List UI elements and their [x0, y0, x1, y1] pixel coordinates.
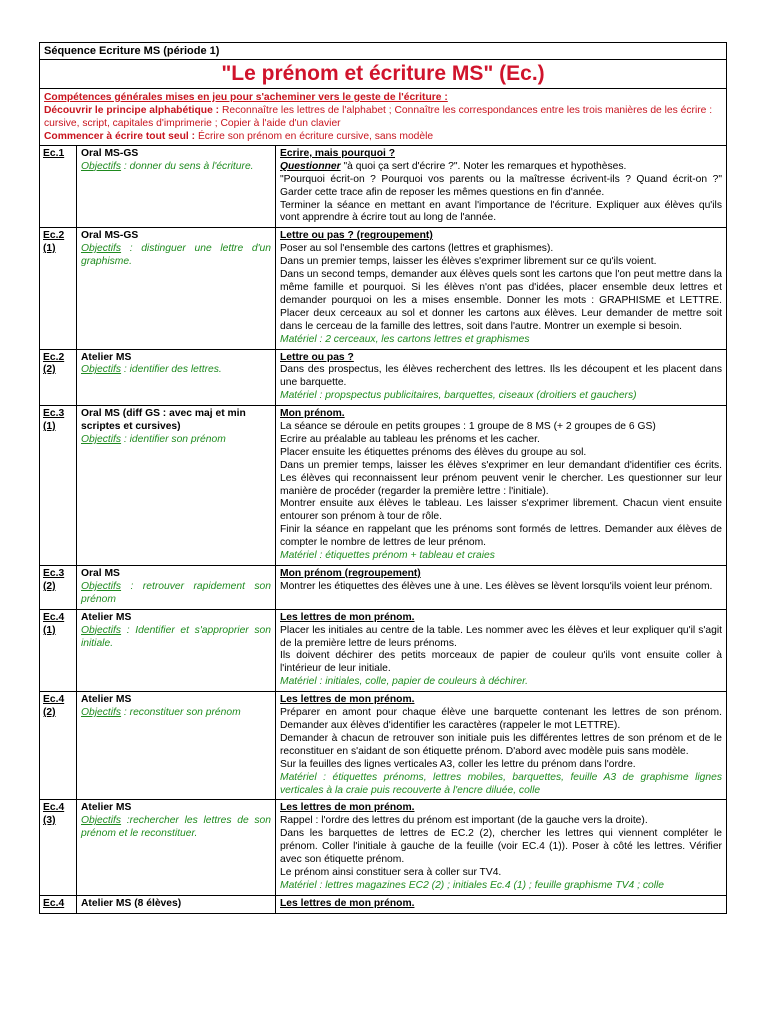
objective-label: Objectifs: [81, 624, 122, 636]
step-paragraph: [280, 867, 722, 880]
step-paragraph: [280, 256, 722, 269]
session-row: [40, 895, 727, 913]
step-paragraph: [280, 733, 722, 759]
step-title: Mon prénom.: [280, 408, 345, 420]
session-activity-cell: [77, 895, 276, 913]
objective-text: : retrouver rapidement son prénom: [81, 580, 271, 605]
competence-alphabet: [44, 104, 722, 130]
competence-alphabet-text: Reconnaître les lettres de l'alphabet ; Connaître les correspondances entre les trois manières de les écrire : cursive, script, capitales d'imprimerie ; Copier à l'aide d'un clavier: [44, 104, 713, 129]
step-paragraph: [280, 421, 722, 434]
step-paragraph-text: Demander à chacun de retrouver son initiale puis les différentes lettres de son prénom et de le reconstituer en s'aidant de son étiquette prénom. D'abord avec modèle puis sans modèle.: [280, 732, 722, 757]
step-title: Les lettres de mon prénom.: [280, 897, 415, 909]
step-paragraph: [280, 364, 722, 390]
step-paragraph-text: Placer les initiales au centre de la table. Les nommer avec les élèves et leur expliquer qu'il s'agit de la première lettre de leurs prénoms.: [280, 624, 722, 649]
step-paragraph-text: La séance se déroule en petits groupes : 1 groupe de 8 MS (+ 2 groupes de 6 GS): [280, 421, 656, 433]
objective-text: : identifier des lettres.: [121, 364, 222, 376]
step-paragraph-text: "à quoi ça sert d'écrire ?". Noter les remarques et hypothèses.: [340, 160, 627, 172]
step-paragraph-text: Placer ensuite les étiquettes prénoms des élèves du groupe au sol.: [280, 446, 587, 458]
materiel: Matériel : initiales, colle, papier de couleurs à déchirer.: [280, 676, 529, 688]
objective: [81, 815, 271, 841]
step-paragraph-text: Montrer ensuite aux élèves le tableau. Les laisser s'exprimer librement. Chacun vient ensuite entourer son prénom à tour de rôle.: [280, 498, 722, 523]
step-paragraph-text: Dans un second temps, demander aux élèves quels sont les cartons que l'on peut mettre dans la même famille et pourquoi. Si les élèves n'ont pas d'idées, placer ensemble deux lettres et demander pourquoi on les a mises ensemble. Donner les mots : GRAPHISME et LETTRE. Placer deux cerceaux au sol et donner les cartons aux élèves. Leur demander de mettre soit dans le cerceau de la famille des lettres, soit dans l'autre. Montrer un exemple si besoin.: [280, 269, 722, 332]
session-number: (1): [43, 624, 56, 636]
activity-type: Oral MS (diff GS : avec maj et min scriptes et cursives): [81, 408, 246, 433]
competence-ecrire-label: Commencer à écrire tout seul :: [44, 130, 196, 142]
session-code: Ec.4: [43, 694, 65, 706]
session-activity-cell: [77, 145, 276, 227]
objective-label: Objectifs: [81, 707, 122, 719]
activity-type: Oral MS-GS: [81, 147, 139, 159]
session-code: Ec.2: [43, 230, 65, 242]
step-title: Lettre ou pas ? (regroupement): [280, 230, 433, 242]
step-paragraph: [280, 524, 722, 550]
step-paragraph: [280, 460, 722, 499]
step-paragraph-text: Préparer en amont pour chaque élève une barquette contenant les lettres de son prénom. Demander aux élèves d'identifier les caractères (rappeler le mot LETTRE).: [280, 707, 722, 731]
session-code-cell: [40, 692, 77, 800]
session-row: [40, 349, 727, 406]
step-paragraph: [280, 447, 722, 460]
step-paragraph: [280, 650, 722, 676]
objective-text: : identifier son prénom: [121, 433, 226, 445]
step-paragraph: [280, 174, 722, 200]
objective-label: Objectifs: [81, 580, 122, 592]
session-activity-cell: [77, 800, 276, 895]
step-paragraph-text: "Pourquoi écrit-on ? Pourquoi vos parents ou la maîtresse écrivent-ils ? Quand écrit-on ?" Garder cette trace afin de reposer les mêmes questions en fin d'année.: [280, 173, 722, 198]
step-paragraph-text: Dans des prospectus, les élèves recherchent des lettres. Ils les découpent et les placent dans une barquette.: [280, 364, 722, 389]
competences-row: [40, 88, 727, 145]
session-row: [40, 145, 727, 227]
step-paragraph-text: Le prénom ainsi constituer sera à coller sur TV4.: [280, 866, 502, 878]
session-code: Ec.3: [43, 408, 65, 420]
step-paragraph-text: Finir la séance en rappelant que les prénoms sont formés de lettres. Demander aux élèves de compter le nombre de lettres de leur prénom.: [280, 524, 722, 549]
objective-label: Objectifs: [81, 160, 122, 172]
session-description-cell: [276, 800, 727, 895]
activity-type: Atelier MS: [81, 611, 132, 623]
step-paragraph-text: Montrer les étiquettes des élèves une à une. Les élèves se lèvent lorsqu'ils voient leur prénom.: [280, 580, 713, 592]
session-code-cell: [40, 228, 77, 349]
objective: [81, 707, 271, 720]
session-number: (2): [43, 707, 56, 719]
step-paragraph-text: Dans les barquettes de lettres de EC.2 (2), chercher les lettres qui viennent compléter le prénom. Coller l'initiale à gauche de la feuille (voir EC.4 (1)). Poser à côté les lettres. Vérifier avec son étiquette prénom.: [280, 828, 722, 866]
session-number: (3): [43, 815, 56, 827]
step-paragraph-text: Sur la feuilles des lignes verticales A3, coller les lettre du prénom dans l'ordre.: [280, 758, 636, 770]
session-row: [40, 228, 727, 349]
step-title: Les lettres de mon prénom.: [280, 611, 415, 623]
step-title: Mon prénom (regroupement): [280, 568, 421, 579]
session-code-cell: [40, 145, 77, 227]
session-number: (2): [43, 580, 56, 592]
session-code-cell: [40, 406, 77, 566]
step-paragraph: [280, 759, 722, 772]
session-row: [40, 566, 727, 610]
step-paragraph: [280, 498, 722, 524]
session-code: Ec.3: [43, 568, 65, 579]
materiel: Matériel : propspectus publicitaires, barquettes, ciseaux (droitiers et gauchers): [280, 390, 637, 402]
session-code: Ec.1: [43, 147, 65, 159]
step-paragraph-text: Poser au sol l'ensemble des cartons (lettres et graphismes).: [280, 243, 554, 255]
competences-cell: [40, 88, 727, 145]
objective: [81, 364, 271, 377]
objective-label: Objectifs: [81, 433, 122, 445]
activity-type: Oral MS-GS: [81, 230, 139, 242]
step-paragraph-text: Ecrire au préalable au tableau les prénoms et les cacher.: [280, 433, 540, 445]
session-description-cell: [276, 895, 727, 913]
step-title: Lettre ou pas ?: [280, 351, 354, 363]
session-row: [40, 692, 727, 800]
objective-label: Objectifs: [81, 243, 122, 255]
session-code-cell: [40, 566, 77, 610]
step-paragraph: [280, 581, 722, 594]
objective-label: Objectifs: [81, 364, 122, 376]
sequence-title: "Le prénom et écriture MS" (Ec.): [40, 59, 727, 88]
step-paragraph: [280, 434, 722, 447]
session-rows: [40, 145, 727, 913]
question-label: Questionner: [280, 160, 341, 172]
session-number: (1): [43, 243, 56, 255]
session-description-cell: [276, 609, 727, 691]
session-row: [40, 406, 727, 566]
objective-text: :rechercher les lettres de son prénom et le reconstituer.: [81, 815, 271, 840]
competence-alphabet-label: Découvrir le principe alphabétique :: [44, 104, 220, 116]
sequence-table: [39, 42, 727, 914]
objective-text: : distinguer une lettre d'un graphisme.: [81, 243, 271, 268]
session-code: Ec.4: [43, 897, 65, 909]
step-paragraph-text: Rappel : l'ordre des lettres du prénom est important (de la gauche vers la droite).: [280, 815, 648, 827]
materiel: Matériel : étiquettes prénom + tableau et craies: [280, 550, 495, 562]
step-paragraph-text: Terminer la séance en mettant en avant l'importance de l'écriture. Expliquer aux élèves qu'ils vont apprendre à écrire tout au long de l'année.: [280, 199, 722, 224]
step-title: Les lettres de mon prénom.: [280, 802, 415, 814]
objective-text: : Identifier et s'approprier son initiale.: [81, 624, 271, 649]
competences-heading: Compétences générales mises en jeu pour s'acheminer vers le geste de l'écriture :: [44, 91, 448, 103]
materiel: Matériel : étiquettes prénoms, lettres mobiles, barquettes, feuille A3 de graphisme lignes verticales à la craie puis recouverte à l'encre diluée, colle: [280, 771, 722, 796]
objective-label: Objectifs: [81, 815, 122, 827]
activity-type: Atelier MS (8 élèves): [81, 897, 182, 909]
document-page: [39, 42, 727, 914]
session-number: (2): [43, 364, 56, 376]
session-row: [40, 609, 727, 691]
session-code-cell: [40, 800, 77, 895]
activity-type: Oral MS: [81, 568, 120, 579]
step-paragraph: [280, 625, 722, 651]
objective-text: : reconstituer son prénom: [121, 707, 241, 719]
session-description-cell: [276, 349, 727, 406]
session-description-cell: [276, 566, 727, 610]
step-paragraph: [280, 161, 722, 174]
session-code-cell: [40, 349, 77, 406]
session-code: Ec.2: [43, 351, 65, 363]
step-paragraph-text: Ils doivent déchirer des petits morceaux de papier de couleur qu'ils vont ensuite coller à l'intérieur de leur initiale.: [280, 650, 722, 675]
activity-type: Atelier MS: [81, 694, 132, 706]
step-paragraph-text: Dans un premier temps, laisser les élèves s'exprimer librement sur ce qu'ils voient.: [280, 256, 657, 268]
step-title: Ecrire, mais pourquoi ?: [280, 147, 396, 159]
session-code-cell: [40, 609, 77, 691]
session-description-cell: [276, 406, 727, 566]
session-description-cell: [276, 692, 727, 800]
objective-text: : donner du sens à l'écriture.: [121, 160, 254, 172]
step-paragraph: [280, 200, 722, 226]
activity-type: Atelier MS: [81, 351, 132, 363]
objective: [81, 625, 271, 651]
session-code: Ec.4: [43, 611, 65, 623]
session-row: [40, 800, 727, 895]
session-activity-cell: [77, 406, 276, 566]
step-paragraph: [280, 815, 722, 828]
objective: [81, 243, 271, 269]
header-row: [40, 43, 727, 60]
step-paragraph: [280, 828, 722, 867]
objective: [81, 581, 271, 607]
objective: [81, 434, 271, 447]
session-activity-cell: [77, 692, 276, 800]
step-title: Les lettres de mon prénom.: [280, 694, 415, 706]
step-paragraph: [280, 269, 722, 334]
session-activity-cell: [77, 228, 276, 349]
competence-ecrire-text: Écrire son prénom en écriture cursive, sans modèle: [195, 130, 434, 142]
objective: [81, 161, 271, 174]
step-paragraph: [280, 707, 722, 733]
sequence-header: Séquence Ecriture MS (période 1): [40, 43, 727, 60]
activity-type: Atelier MS: [81, 802, 132, 814]
session-description-cell: [276, 145, 727, 227]
session-activity-cell: [77, 609, 276, 691]
materiel: Matériel : lettres magazines EC2 (2) ; initiales Ec.4 (1) ; feuille graphisme TV4 ; colle: [280, 879, 664, 891]
step-paragraph-text: Dans un premier temps, laisser les élèves s'exprimer en leur demandant d'identifier ces écrits. Les élèves qui reconnaissent leur prénom peuvent venir le chercher. Les questionner sur leur manière de procéder (regarder la première lettre : l'initiale).: [280, 459, 722, 497]
session-activity-cell: [77, 566, 276, 610]
title-row: [40, 59, 727, 88]
step-paragraph: [280, 243, 722, 256]
competence-ecrire: [44, 130, 722, 143]
session-number: (1): [43, 421, 56, 433]
session-code-cell: [40, 895, 77, 913]
session-description-cell: [276, 228, 727, 349]
session-code: Ec.4: [43, 802, 65, 814]
materiel: Matériel : 2 cerceaux, les cartons lettres et graphismes: [280, 333, 530, 345]
session-activity-cell: [77, 349, 276, 406]
